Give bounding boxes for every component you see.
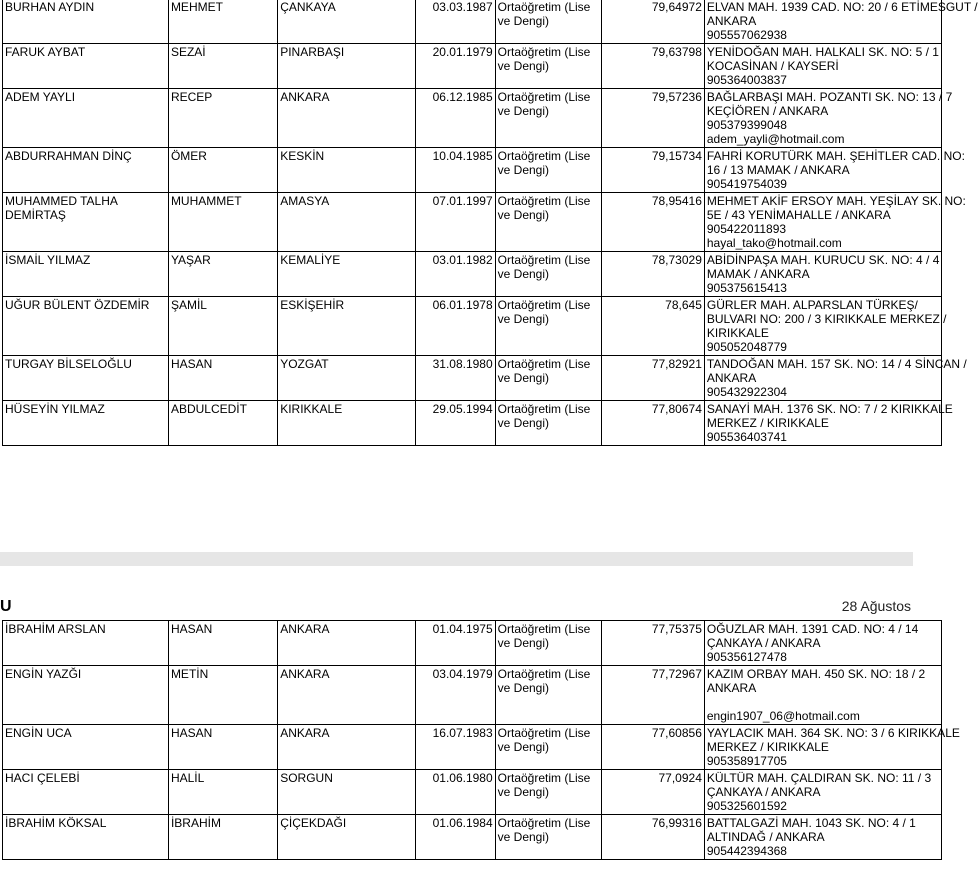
cell-line: ELVAN MAH. 1939 CAD. NO: 20 / 6 ETİMESGUT / — [706, 0, 978, 14]
cell-line: ve Dengi) — [497, 267, 550, 281]
cell-name: TURGAY BİLSELOĞLU — [3, 356, 169, 401]
table-row — [3, 666, 942, 725]
cell-education — [495, 621, 601, 666]
cell-birthdate: 01.04.1975 — [416, 621, 495, 666]
cell-line: BULVARI NO: 200 / 3 KIRIKKALE MERKEZ / — [706, 312, 947, 326]
cell-line: GÜRLER MAH. ALPARSLAN TÜRKEŞ/ — [706, 298, 918, 312]
cell-line: KAZIM ORBAY MAH. 450 SK. NO: 18 / 2 — [706, 667, 926, 681]
cell-line: Ortaöğretim (Lise — [497, 622, 591, 636]
cell-address — [704, 148, 965, 193]
cell-birthplace: KEMALİYE — [278, 252, 416, 297]
cell-line: Ortaöğretim (Lise — [497, 149, 591, 163]
table-row — [3, 89, 942, 148]
table-row — [3, 815, 942, 860]
cell-education — [495, 401, 601, 446]
cell-father-name: SEZAİ — [168, 44, 277, 89]
cell-name: ABDURRAHMAN DİNÇ — [3, 148, 169, 193]
cell-line: ve Dengi) — [497, 681, 550, 695]
cell-father-name: HASAN — [168, 725, 277, 770]
cell-line: Ortaöğretim (Lise — [497, 402, 591, 416]
table-body — [3, 0, 978, 446]
cell-line: 905356127478 — [706, 650, 787, 664]
cell-education — [495, 193, 601, 252]
cell-line: 905364003837 — [706, 73, 787, 87]
cell-birthplace: SORGUN — [278, 770, 416, 815]
cell-line: Ortaöğretim (Lise — [497, 816, 591, 830]
cell-line: BATTALGAZİ MAH. 1043 SK. NO: 4 / 1 — [706, 816, 916, 830]
cell-name: FARUK AYBAT — [3, 44, 169, 89]
cell-score: 77,75375 — [601, 621, 704, 666]
candidate-table-bottom — [2, 620, 960, 860]
cell-line: engin1907_06@hotmail.com — [706, 709, 860, 723]
cell-line: KÜLTÜR MAH. ÇALDIRAN SK. NO: 11 / 3 — [706, 771, 932, 785]
cell-education — [495, 356, 601, 401]
cell-line: MERKEZ / KIRIKKALE — [706, 416, 829, 430]
cell-birthplace: YOZGAT — [278, 356, 416, 401]
cell-score: 76,99316 — [601, 815, 704, 860]
cell-address — [704, 770, 941, 815]
cell-address — [704, 401, 953, 446]
cell-line: Ortaöğretim (Lise — [497, 0, 591, 14]
cell-birthdate: 06.01.1978 — [416, 297, 495, 356]
cell-name: BURHAN AYDIN — [3, 0, 169, 44]
cell-birthdate: 07.01.1997 — [416, 193, 495, 252]
cell-birthplace: PINARBAŞI — [278, 44, 416, 89]
cell-address — [704, 297, 947, 356]
table-row — [3, 621, 942, 666]
cell-line: Ortaöğretim (Lise — [497, 357, 591, 371]
cell-address — [704, 666, 941, 725]
cell-father-name: YAŞAR — [168, 252, 277, 297]
candidate-table — [2, 620, 960, 860]
cell-address — [704, 89, 953, 148]
cell-address — [704, 193, 966, 252]
page-separator — [0, 552, 913, 566]
cell-line: adem_yayli@hotmail.com — [706, 132, 845, 146]
cell-address — [704, 725, 960, 770]
cell-birthplace: ANKARA — [278, 666, 416, 725]
cell-birthplace: KESKİN — [278, 148, 416, 193]
cell-line: ve Dengi) — [497, 104, 550, 118]
cell-line: MAMAK / ANKARA — [706, 267, 810, 281]
cell-line: BAĞLARBAŞI MAH. POZANTI SK. NO: 13 / 7 — [706, 90, 953, 104]
cell-line: ANKARA — [706, 371, 757, 385]
cell-line: Ortaöğretim (Lise — [497, 45, 591, 59]
cell-line: OĞUZLAR MAH. 1391 CAD. NO: 4 / 14 — [706, 622, 919, 636]
cell-father-name: RECEP — [168, 89, 277, 148]
cell-line: ve Dengi) — [497, 740, 550, 754]
cell-birthplace: ANKARA — [278, 725, 416, 770]
cell-line: ve Dengi) — [497, 416, 550, 430]
cell-line: 5E / 43 YENİMAHALLE / ANKARA — [706, 208, 891, 222]
cell-line: MUHAMMED TALHA — [5, 194, 118, 208]
page-header-title: U — [0, 598, 12, 615]
candidate-table — [2, 0, 978, 446]
cell-line: 905422011893 — [706, 222, 787, 236]
cell-birthplace: ÇİÇEKDAĞI — [278, 815, 416, 860]
cell-score: 77,72967 — [601, 666, 704, 725]
cell-education — [495, 0, 601, 44]
cell-score: 78,645 — [601, 297, 704, 356]
cell-father-name: HASAN — [168, 356, 277, 401]
cell-line: 905419754039 — [706, 177, 787, 191]
cell-birthplace: KIRIKKALE — [278, 401, 416, 446]
cell-line: KEÇİÖREN / ANKARA — [706, 104, 829, 118]
cell-line: DEMİRTAŞ — [5, 208, 66, 222]
cell-score: 78,73029 — [601, 252, 704, 297]
cell-line: Ortaöğretim (Lise — [497, 194, 591, 208]
cell-line: ve Dengi) — [497, 59, 550, 73]
cell-line: KIRIKKALE — [706, 326, 769, 340]
cell-name: ADEM YAYLI — [3, 89, 169, 148]
cell-name: İBRAHİM KÖKSAL — [3, 815, 169, 860]
cell-line: hayal_tako@hotmail.com — [706, 236, 842, 250]
table-row — [3, 297, 942, 356]
cell-line: ANKARA — [706, 14, 757, 28]
cell-score: 78,95416 — [601, 193, 704, 252]
cell-name: ENGİN UCA — [3, 725, 169, 770]
cell-education — [495, 770, 601, 815]
cell-score: 77,60856 — [601, 725, 704, 770]
cell-name: HÜSEYİN YILMAZ — [3, 401, 169, 446]
cell-line: ve Dengi) — [497, 312, 550, 326]
cell-line: Ortaöğretim (Lise — [497, 253, 591, 267]
cell-name — [3, 193, 169, 252]
cell-birthdate: 01.06.1980 — [416, 770, 495, 815]
cell-line: YENİDOĞAN MAH. HALKALI SK. NO: 5 / 1 — [706, 45, 939, 59]
cell-line: MERKEZ / KIRIKKALE — [706, 740, 829, 754]
cell-line: FAHRİ KORUTÜRK MAH. ŞEHİTLER CAD. NO: — [706, 149, 965, 163]
table-row — [3, 252, 942, 297]
cell-line: 905557062938 — [706, 28, 787, 42]
cell-line: ÇANKAYA / ANKARA — [706, 785, 821, 799]
cell-father-name: ABDULCEDİT — [168, 401, 277, 446]
cell-score: 77,82921 — [601, 356, 704, 401]
cell-birthdate: 10.04.1985 — [416, 148, 495, 193]
cell-line: Ortaöğretim (Lise — [497, 90, 591, 104]
cell-birthplace: ESKİŞEHİR — [278, 297, 416, 356]
cell-line: ve Dengi) — [497, 208, 550, 222]
cell-line: 905358917705 — [706, 754, 787, 768]
cell-line: ABİDİNPAŞA MAH. KURUCU SK. NO: 4 / 4 — [706, 253, 940, 267]
cell-father-name: HASAN — [168, 621, 277, 666]
cell-line: ÇANKAYA / ANKARA — [706, 636, 821, 650]
cell-education — [495, 44, 601, 89]
cell-line: ANKARA — [706, 681, 757, 695]
cell-education — [495, 815, 601, 860]
cell-line: 905432922304 — [706, 385, 787, 399]
cell-education — [495, 148, 601, 193]
cell-line: ve Dengi) — [497, 163, 550, 177]
cell-birthdate: 03.04.1979 — [416, 666, 495, 725]
cell-father-name: ÖMER — [168, 148, 277, 193]
cell-line: Ortaöğretim (Lise — [497, 298, 591, 312]
cell-line: MEHMET AKİF ERSOY MAH. YEŞİLAY SK. NO: — [706, 194, 966, 208]
cell-education — [495, 725, 601, 770]
cell-education — [495, 666, 601, 725]
cell-line: 905052048779 — [706, 340, 787, 354]
cell-birthdate: 29.05.1994 — [416, 401, 495, 446]
cell-address — [704, 252, 941, 297]
cell-line: 16 / 13 MAMAK / ANKARA — [706, 163, 850, 177]
cell-name: HACI ÇELEBİ — [3, 770, 169, 815]
cell-name: UĞUR BÜLENT ÖZDEMİR — [3, 297, 169, 356]
cell-score: 79,63798 — [601, 44, 704, 89]
candidate-table-top — [2, 0, 978, 446]
cell-line: 905325601592 — [706, 799, 787, 813]
cell-line: SANAYİ MAH. 1376 SK. NO: 7 / 2 KIRIKKALE — [706, 402, 953, 416]
cell-line: 905536403741 — [706, 430, 787, 444]
cell-line: ve Dengi) — [497, 371, 550, 385]
cell-birthdate: 16.07.1983 — [416, 725, 495, 770]
cell-address — [704, 815, 941, 860]
table-row — [3, 356, 942, 401]
cell-birthdate: 20.01.1979 — [416, 44, 495, 89]
cell-birthplace: ANKARA — [278, 89, 416, 148]
table-row — [3, 725, 942, 770]
cell-address — [704, 44, 941, 89]
cell-name: İBRAHİM ARSLAN — [3, 621, 169, 666]
cell-line: ve Dengi) — [497, 636, 550, 650]
cell-address — [704, 621, 941, 666]
cell-father-name: METİN — [168, 666, 277, 725]
cell-line: Ortaöğretim (Lise — [497, 667, 591, 681]
cell-birthplace: AMASYA — [278, 193, 416, 252]
cell-education — [495, 89, 601, 148]
cell-line: Ortaöğretim (Lise — [497, 771, 591, 785]
table-row — [3, 148, 942, 193]
cell-line: ve Dengi) — [497, 785, 550, 799]
cell-line: 905379399048 — [706, 118, 787, 132]
cell-score: 79,57236 — [601, 89, 704, 148]
cell-father-name: MUHAMMET — [168, 193, 277, 252]
table-row — [3, 770, 942, 815]
page-header-date: 28 Ağustos — [841, 598, 911, 614]
cell-birthplace: ÇANKAYA — [278, 0, 416, 44]
cell-line: ALTINDAĞ / ANKARA — [706, 830, 825, 844]
cell-education — [495, 297, 601, 356]
cell-line: Ortaöğretim (Lise — [497, 726, 591, 740]
cell-line: 905442394368 — [706, 844, 787, 858]
cell-score: 77,0924 — [601, 770, 704, 815]
table-body — [3, 621, 960, 860]
cell-birthdate: 01.06.1984 — [416, 815, 495, 860]
cell-father-name: ŞAMİL — [168, 297, 277, 356]
cell-line: TANDOĞAN MAH. 157 SK. NO: 14 / 4 SİNCAN / — [706, 357, 967, 371]
cell-line: KOCASİNAN / KAYSERİ — [706, 59, 839, 73]
cell-line: YAYLACIK MAH. 364 SK. NO: 3 / 6 KIRIKKALE — [706, 726, 960, 740]
cell-address — [704, 0, 978, 44]
cell-score: 77,80674 — [601, 401, 704, 446]
cell-score: 79,15734 — [601, 148, 704, 193]
cell-line: 905375615413 — [706, 281, 787, 295]
table-row — [3, 0, 942, 44]
cell-birthdate: 03.03.1987 — [416, 0, 495, 44]
cell-education — [495, 252, 601, 297]
cell-name: İSMAİL YILMAZ — [3, 252, 169, 297]
cell-line — [707, 695, 939, 709]
cell-score: 79,64972 — [601, 0, 704, 44]
table-row — [3, 193, 942, 252]
cell-name: ENGİN YAZĞI — [3, 666, 169, 725]
cell-line: ve Dengi) — [497, 830, 550, 844]
cell-father-name: MEHMET — [168, 0, 277, 44]
table-row — [3, 44, 942, 89]
cell-father-name: HALİL — [168, 770, 277, 815]
cell-father-name: İBRAHİM — [168, 815, 277, 860]
cell-birthdate: 31.08.1980 — [416, 356, 495, 401]
cell-birthdate: 03.01.1982 — [416, 252, 495, 297]
cell-line: ve Dengi) — [497, 14, 550, 28]
cell-birthdate: 06.12.1985 — [416, 89, 495, 148]
cell-birthplace: ANKARA — [278, 621, 416, 666]
table-row — [3, 401, 942, 446]
cell-address — [704, 356, 967, 401]
